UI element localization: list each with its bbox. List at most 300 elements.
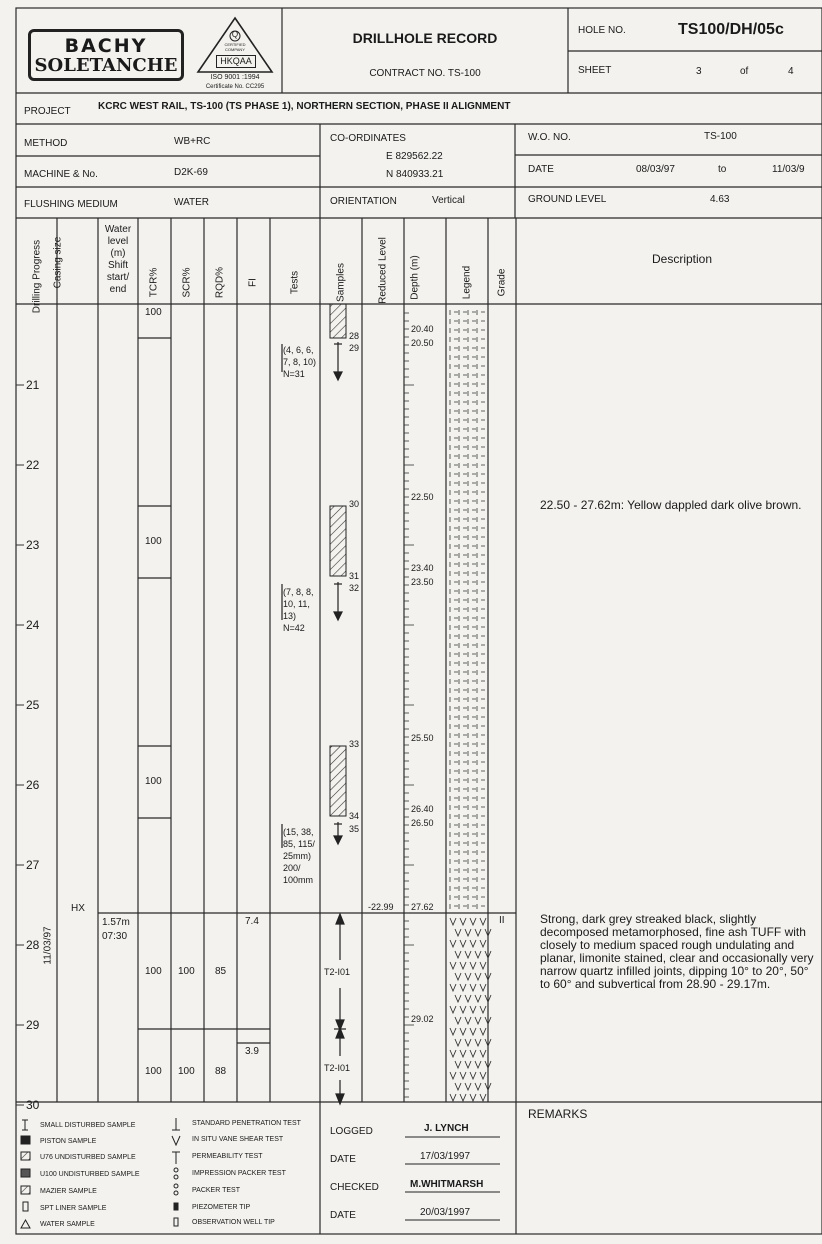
soil-legend-mark	[477, 868, 485, 873]
soil-legend-mark	[477, 742, 485, 747]
key-small-disturbed: SMALL DISTURBED SAMPLE	[40, 1122, 136, 1129]
rock-legend-mark	[460, 1028, 466, 1035]
rock-legend-mark	[470, 1072, 476, 1079]
soil-legend-mark	[468, 580, 476, 585]
orientation-value: Vertical	[432, 195, 465, 206]
rock-legend-mark	[470, 962, 476, 969]
col-legend: Legend	[461, 265, 473, 300]
soil-legend-mark	[459, 886, 467, 891]
soil-legend-mark	[468, 481, 476, 486]
soil-legend-mark	[468, 571, 476, 576]
soil-legend-mark	[459, 643, 467, 648]
soil-legend-mark	[468, 742, 476, 747]
soil-legend-mark	[468, 787, 476, 792]
soil-legend-mark	[450, 850, 458, 855]
soil-legend-mark	[459, 580, 467, 585]
soil-legend-mark	[468, 463, 476, 468]
soil-legend-mark	[477, 481, 485, 486]
date2-label: DATE	[330, 1210, 356, 1221]
soil-legend-mark	[459, 697, 467, 702]
soil-legend-mark	[477, 499, 485, 504]
soil-legend-mark	[477, 904, 485, 909]
rock-legend-mark	[455, 1061, 461, 1068]
soil-legend-mark	[459, 463, 467, 468]
soil-legend-mark	[477, 319, 485, 324]
col-reduced-level: Reduced Level	[377, 237, 389, 304]
sample-number: 35	[349, 824, 360, 834]
hole-no-label: HOLE NO.	[578, 25, 626, 36]
col-water-line2: level	[107, 236, 129, 247]
rock-legend-mark	[460, 1072, 466, 1079]
tcr-value: 100	[145, 966, 162, 977]
spt-test-1-line: 7, 8, 10)	[283, 357, 317, 367]
soil-legend-mark	[468, 715, 476, 720]
rock-legend-mark	[480, 1050, 486, 1057]
rock-description: Strong, dark grey streaked black, slightly decomposed metamorphosed, fine ash TUFF with closely to medium spaced rough undulating and planar, limonite stained, clear and occasionally very narrow quartz infilled joints, dipping 10° to 20°, 50° to 60° and subvertical from 28.90 - 29.17m.	[540, 912, 814, 991]
soil-legend-mark	[477, 436, 485, 441]
soil-legend-mark	[468, 625, 476, 630]
soil-legend-mark	[459, 760, 467, 765]
soil-legend-mark	[450, 382, 458, 387]
flushing-label: FLUSHING MEDIUM	[24, 199, 118, 210]
soil-legend-mark	[450, 445, 458, 450]
soil-legend-mark	[468, 436, 476, 441]
soil-legend-mark	[468, 418, 476, 423]
col-drilling-progress: Drilling Progress	[31, 239, 43, 314]
rock-legend-mark	[455, 951, 461, 958]
key-packer: PACKER TEST	[192, 1187, 240, 1194]
rock-legend-mark	[480, 918, 486, 925]
rock-legend-mark	[450, 1006, 456, 1013]
soil-legend-mark	[477, 553, 485, 558]
soil-legend-mark	[459, 481, 467, 486]
soil-legend-mark	[459, 778, 467, 783]
soil-legend-mark	[459, 607, 467, 612]
depth-tick-label: 24	[26, 618, 40, 632]
soil-legend-mark	[477, 373, 485, 378]
soil-legend-mark	[477, 841, 485, 846]
rock-legend-mark	[450, 1094, 456, 1101]
logged-value: J. LYNCH	[424, 1123, 469, 1134]
sample-number: 30	[349, 499, 360, 509]
rock-legend-mark	[470, 1094, 476, 1101]
rock-legend-mark	[465, 951, 471, 958]
soil-legend-mark	[477, 895, 485, 900]
rock-legend-mark	[475, 1083, 481, 1090]
soil-legend-mark	[459, 823, 467, 828]
rock-legend-mark	[470, 1050, 476, 1057]
soil-legend-mark	[468, 328, 476, 333]
soil-legend-mark	[450, 760, 458, 765]
u100-sample-33	[330, 746, 346, 816]
soil-legend-mark	[459, 328, 467, 333]
soil-legend-mark	[477, 607, 485, 612]
soil-legend-mark	[450, 661, 458, 666]
ground-level-label: GROUND LEVEL	[528, 194, 607, 205]
soil-legend-mark	[468, 445, 476, 450]
soil-legend-mark	[450, 904, 458, 909]
soil-legend-mark	[450, 355, 458, 360]
company-name-line2: SOLETANCHE	[34, 55, 178, 76]
depth-label: 26.40	[411, 804, 434, 814]
soil-legend-mark	[450, 526, 458, 531]
soil-legend-mark	[450, 787, 458, 792]
soil-legend-mark	[450, 715, 458, 720]
soil-legend-mark	[459, 418, 467, 423]
key-permeability: PERMEABILITY TEST	[192, 1153, 263, 1160]
soil-legend-mark	[468, 697, 476, 702]
water-level-value: 1.57m	[102, 917, 130, 928]
soil-legend-mark	[468, 409, 476, 414]
soil-legend-mark	[468, 760, 476, 765]
soil-legend-mark	[468, 859, 476, 864]
depth-label: 20.40	[411, 324, 434, 334]
soil-legend-mark	[468, 814, 476, 819]
cert-mark-letter: Q	[231, 30, 239, 39]
soil-legend-mark	[468, 454, 476, 459]
checked-value: M.WHITMARSH	[410, 1179, 484, 1190]
soil-legend-mark	[450, 346, 458, 351]
soil-legend-mark	[459, 724, 467, 729]
soil-legend-mark	[468, 526, 476, 531]
rock-legend-mark	[465, 1017, 471, 1024]
rqd-value: 88	[215, 1066, 227, 1077]
checked-label: CHECKED	[330, 1182, 379, 1193]
soil-legend-mark	[450, 625, 458, 630]
depth-label: 23.50	[411, 577, 434, 587]
tcr-value: 100	[145, 307, 162, 318]
soil-legend-mark	[450, 391, 458, 396]
tcr-value: 100	[145, 1066, 162, 1077]
soil-legend-mark	[468, 724, 476, 729]
northing-value: N 840933.21	[386, 169, 444, 180]
rock-legend-mark	[465, 995, 471, 1002]
soil-legend-mark	[468, 337, 476, 342]
soil-legend-mark	[468, 796, 476, 801]
soil-legend-mark	[450, 400, 458, 405]
casing-size-value: HX	[71, 903, 85, 914]
orientation-label: ORIENTATION	[330, 196, 397, 207]
soil-legend-mark	[459, 355, 467, 360]
soil-legend-mark	[468, 643, 476, 648]
soil-legend-mark	[477, 526, 485, 531]
soil-legend-mark	[477, 490, 485, 495]
date1-label: DATE	[330, 1154, 356, 1165]
soil-legend-mark	[450, 859, 458, 864]
rock-legend-mark	[455, 1017, 461, 1024]
soil-legend-mark	[459, 796, 467, 801]
soil-legend-mark	[459, 427, 467, 432]
soil-legend-mark	[477, 778, 485, 783]
machine-value: D2K-69	[174, 167, 208, 178]
soil-legend-mark	[459, 616, 467, 621]
soil-legend-mark	[477, 445, 485, 450]
soil-legend-mark	[450, 409, 458, 414]
remarks-label: REMARKS	[528, 1107, 588, 1121]
sheet-label: SHEET	[578, 65, 612, 76]
soil-legend-mark	[468, 841, 476, 846]
rock-legend-mark	[450, 1072, 456, 1079]
soil-legend-mark	[477, 787, 485, 792]
col-water-line4: Shift	[107, 260, 128, 271]
key-piezometer: PIEZOMETER TIP	[192, 1204, 251, 1211]
soil-legend-mark	[477, 589, 485, 594]
col-description: Description	[652, 252, 713, 266]
soil-legend-mark	[477, 616, 485, 621]
soil-legend-mark	[450, 418, 458, 423]
soil-legend-mark	[450, 580, 458, 585]
key-water: WATER SAMPLE	[40, 1221, 95, 1228]
soil-legend-mark	[468, 616, 476, 621]
date1-value: 17/03/1997	[420, 1151, 471, 1162]
soil-legend-mark	[450, 841, 458, 846]
soil-legend-mark	[450, 481, 458, 486]
rock-legend-mark	[480, 984, 486, 991]
tcr-value: 100	[145, 536, 162, 547]
rock-legend-mark	[480, 1072, 486, 1079]
soil-legend-mark	[477, 562, 485, 567]
reduced-level-value: -22.99	[368, 902, 394, 912]
soil-legend-mark	[459, 679, 467, 684]
soil-legend-mark	[459, 670, 467, 675]
soil-legend-mark	[468, 544, 476, 549]
sample-number: 34	[349, 811, 360, 821]
rock-legend-mark	[480, 1006, 486, 1013]
hkqaa-cert-mark	[196, 16, 274, 94]
spt-test-3-line: 100mm	[283, 875, 314, 885]
page-title: DRILLHOLE RECORD	[352, 30, 498, 46]
rock-legend-mark	[460, 1094, 466, 1101]
soil-legend-mark	[450, 310, 458, 315]
soil-legend-mark	[450, 490, 458, 495]
rock-legend-mark	[455, 973, 461, 980]
soil-legend-mark	[459, 805, 467, 810]
col-samples: Samples	[335, 263, 347, 302]
soil-legend-mark	[477, 544, 485, 549]
cert-body: HKQAA	[216, 55, 256, 68]
soil-legend-mark	[459, 499, 467, 504]
soil-legend-mark	[450, 544, 458, 549]
soil-legend-mark	[477, 733, 485, 738]
soil-legend-mark	[459, 589, 467, 594]
soil-legend-mark	[450, 607, 458, 612]
soil-legend-mark	[450, 373, 458, 378]
rock-legend-mark	[475, 1039, 481, 1046]
wo-label: W.O. NO.	[528, 132, 571, 143]
soil-legend-mark	[459, 535, 467, 540]
soil-legend-mark	[477, 634, 485, 639]
soil-legend-mark	[459, 508, 467, 513]
key-u100: U100 UNDISTURBED SAMPLE	[40, 1171, 140, 1178]
soil-legend-mark	[459, 904, 467, 909]
soil-legend-mark	[450, 643, 458, 648]
soil-legend-mark	[450, 895, 458, 900]
soil-legend-mark	[477, 697, 485, 702]
rock-legend-mark	[480, 940, 486, 947]
soil-legend-mark	[459, 769, 467, 774]
depth-tick-label: 28	[26, 938, 40, 952]
soil-legend-mark	[468, 769, 476, 774]
spt-test-1	[283, 344, 316, 380]
soil-legend-mark	[468, 895, 476, 900]
rock-legend-mark	[480, 962, 486, 969]
rock-legend-mark	[470, 1028, 476, 1035]
company-name-line1: BACHY	[64, 35, 148, 57]
depth-label: 29.02	[411, 1014, 434, 1024]
soil-legend-mark	[477, 355, 485, 360]
date-label: DATE	[528, 164, 554, 175]
depth-tick-label: 23	[26, 538, 40, 552]
spt-test-2-n: N=42	[283, 623, 305, 633]
scr-value: 100	[178, 1066, 195, 1077]
hole-no-value: TS100/DH/05c	[678, 21, 784, 38]
col-rqd: RQD%	[214, 266, 226, 299]
soil-description: 22.50 - 27.62m: Yellow dappled dark olive brown.	[540, 498, 802, 512]
soil-legend-mark	[468, 823, 476, 828]
col-tcr: TCR%	[148, 267, 160, 298]
coordinates-label: CO-ORDINATES	[330, 133, 406, 144]
soil-legend-mark	[477, 535, 485, 540]
soil-legend-mark	[468, 382, 476, 387]
soil-legend-mark	[468, 652, 476, 657]
soil-legend-mark	[459, 751, 467, 756]
col-water-line1: Water	[104, 224, 132, 235]
soil-legend-mark	[459, 472, 467, 477]
soil-legend-mark	[459, 571, 467, 576]
soil-legend-mark	[477, 751, 485, 756]
soil-legend-mark	[468, 472, 476, 477]
rock-legend-mark	[460, 1006, 466, 1013]
key-mazier: MAZIER SAMPLE	[40, 1188, 97, 1195]
soil-legend-mark	[459, 364, 467, 369]
depth-tick-label: 29	[26, 1018, 40, 1032]
sample-number: 32	[349, 583, 360, 593]
soil-legend-mark	[477, 661, 485, 666]
soil-legend-mark	[477, 706, 485, 711]
packer-test-2: T2-I01	[324, 1063, 351, 1073]
soil-legend-mark	[468, 634, 476, 639]
soil-legend-mark	[468, 832, 476, 837]
soil-legend-mark	[459, 841, 467, 846]
soil-legend-mark	[450, 634, 458, 639]
depth-label: 27.62	[411, 902, 434, 912]
soil-legend-mark	[477, 418, 485, 423]
project-label: PROJECT	[24, 106, 71, 117]
rock-legend-mark	[455, 929, 461, 936]
rock-legend-mark	[465, 1083, 471, 1090]
soil-legend-mark	[477, 679, 485, 684]
rock-legend-mark	[460, 1050, 466, 1057]
col-tests: Tests	[289, 270, 301, 295]
col-fi: FI	[247, 278, 259, 287]
soil-legend-mark	[477, 571, 485, 576]
soil-legend-mark	[477, 517, 485, 522]
sheet-of: of	[740, 66, 749, 77]
soil-legend-mark	[450, 742, 458, 747]
sample-number: 33	[349, 739, 360, 749]
soil-legend-mark	[459, 517, 467, 522]
soil-legend-mark	[468, 661, 476, 666]
soil-legend-mark	[477, 580, 485, 585]
soil-legend-mark	[450, 796, 458, 801]
soil-legend-mark	[477, 463, 485, 468]
depth-label: 22.50	[411, 492, 434, 502]
wo-value: TS-100	[704, 131, 737, 142]
soil-legend-mark	[468, 670, 476, 675]
flushing-value: WATER	[174, 197, 209, 208]
soil-legend-mark	[459, 895, 467, 900]
rock-legend-mark	[480, 1094, 486, 1101]
u100-sample-30	[330, 506, 346, 576]
soil-legend-mark	[459, 409, 467, 414]
soil-legend-mark	[459, 319, 467, 324]
soil-legend-mark	[477, 823, 485, 828]
spt-test-3	[283, 826, 315, 886]
soil-legend-mark	[468, 373, 476, 378]
soil-legend-mark	[459, 382, 467, 387]
soil-legend-mark	[459, 562, 467, 567]
grade-value: II	[499, 915, 505, 926]
soil-legend-mark	[477, 859, 485, 864]
soil-legend-mark	[459, 526, 467, 531]
soil-legend-mark	[459, 553, 467, 558]
soil-legend-mark	[450, 472, 458, 477]
soil-legend-mark	[450, 427, 458, 432]
soil-legend-mark	[477, 625, 485, 630]
soil-legend-mark	[477, 688, 485, 693]
sheet-value: 3	[696, 66, 702, 77]
date-to-label: to	[718, 164, 727, 175]
soil-legend-mark	[477, 454, 485, 459]
depth-tick-label: 25	[26, 698, 40, 712]
soil-legend-mark	[468, 598, 476, 603]
soil-legend-mark	[468, 877, 476, 882]
soil-legend-mark	[477, 760, 485, 765]
easting-value: E 829562.22	[386, 151, 443, 162]
sheet-total: 4	[788, 66, 794, 77]
rock-legend-mark	[450, 1028, 456, 1035]
soil-legend-mark	[450, 679, 458, 684]
soil-legend-mark	[459, 598, 467, 603]
rock-legend-mark	[465, 929, 471, 936]
soil-legend-mark	[450, 517, 458, 522]
date-to: 11/03/9	[772, 164, 805, 175]
soil-legend-mark	[477, 382, 485, 387]
soil-legend-mark	[450, 508, 458, 513]
soil-legend-mark	[450, 562, 458, 567]
soil-legend-mark	[450, 364, 458, 369]
soil-legend-mark	[477, 346, 485, 351]
soil-legend-mark	[450, 697, 458, 702]
soil-legend-mark	[450, 751, 458, 756]
soil-legend-mark	[477, 715, 485, 720]
soil-legend-mark	[468, 364, 476, 369]
soil-legend-mark	[450, 553, 458, 558]
soil-legend-mark	[477, 508, 485, 513]
soil-legend-mark	[477, 886, 485, 891]
spt-test-2-line: (7, 8, 8,	[283, 587, 314, 597]
soil-legend-mark	[459, 373, 467, 378]
fi-value: 3.9	[245, 1046, 259, 1057]
soil-legend-mark	[477, 850, 485, 855]
soil-legend-mark	[468, 607, 476, 612]
rock-legend-mark	[450, 1050, 456, 1057]
soil-legend-mark	[459, 337, 467, 342]
col-scr: SCR%	[181, 267, 193, 298]
soil-legend-mark	[450, 436, 458, 441]
soil-legend-mark	[459, 814, 467, 819]
soil-legend-mark	[477, 814, 485, 819]
